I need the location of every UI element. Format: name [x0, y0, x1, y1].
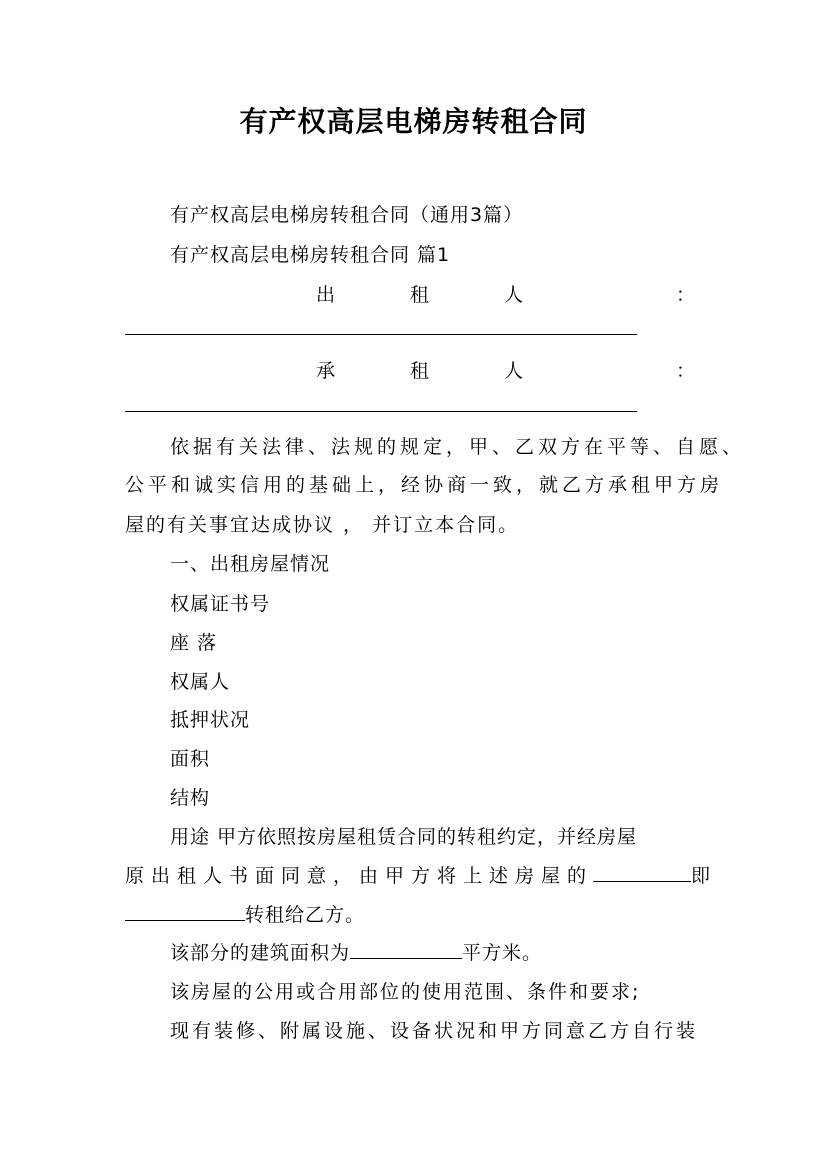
field-location: 座 落	[170, 632, 218, 654]
intro-line-1: 依据有关法律、法规的规定，甲、乙双方在平等、自愿、	[170, 436, 746, 458]
use-line-1: 用途 甲方依照按房屋租赁合同的转租约定，并经房屋	[170, 826, 638, 848]
area-blank	[350, 940, 462, 959]
intro-line-3: 屋的有关事宜达成协议 ， 并订立本合同。	[125, 514, 520, 536]
lessee-char-3: 人	[504, 360, 524, 382]
use-line-3-text: 转租给乙方。	[245, 904, 366, 926]
area-line-unit: 平方米。	[462, 942, 543, 964]
field-area: 面积	[170, 748, 211, 770]
field-structure: 结构	[170, 787, 211, 809]
intro-line-2: 公平和诚实信用的基础上，经协商一致，就乙方承租甲方房	[125, 474, 724, 496]
lessor-char-1: 出	[316, 284, 336, 306]
section-heading: 有产权高层电梯房转租合同 篇1	[170, 244, 451, 266]
lessor-colon: ：	[676, 284, 696, 306]
field-owner: 权属人	[170, 671, 231, 693]
use-blank-1	[593, 863, 691, 882]
lessor-char-2: 租	[410, 284, 430, 306]
use-line-3	[125, 900, 365, 927]
use-line-2	[125, 861, 717, 888]
area-line-text: 该部分的建筑面积为	[170, 942, 351, 964]
lessor-blank-line	[125, 334, 637, 335]
use-line-2-text: 原出租人书面同意，由甲方将上述房屋的	[125, 865, 594, 887]
decoration-line: 现有装修、附属设施、设备状况和甲方同意乙方自行装	[170, 1020, 699, 1042]
use-line-2-suffix: 即	[691, 865, 718, 887]
field-mortgage: 抵押状况	[170, 709, 251, 731]
area-line	[170, 938, 542, 965]
lessee-colon: ：	[676, 360, 696, 382]
field-cert-number: 权属证书号	[170, 593, 271, 615]
clause-1-heading: 一、出租房屋情况	[170, 553, 331, 575]
document-title: 有产权高层电梯房转租合同	[239, 105, 588, 138]
lessee-char-1: 承	[316, 360, 336, 382]
lessee-blank-line	[125, 411, 637, 412]
lessee-char-2: 租	[410, 360, 430, 382]
use-blank-2	[125, 902, 245, 921]
common-parts-line: 该房屋的公用或合用部位的使用范围、条件和要求;	[170, 981, 641, 1003]
document-subtitle: 有产权高层电梯房转租合同（通用3篇）	[170, 204, 524, 226]
lessor-char-3: 人	[504, 284, 524, 306]
